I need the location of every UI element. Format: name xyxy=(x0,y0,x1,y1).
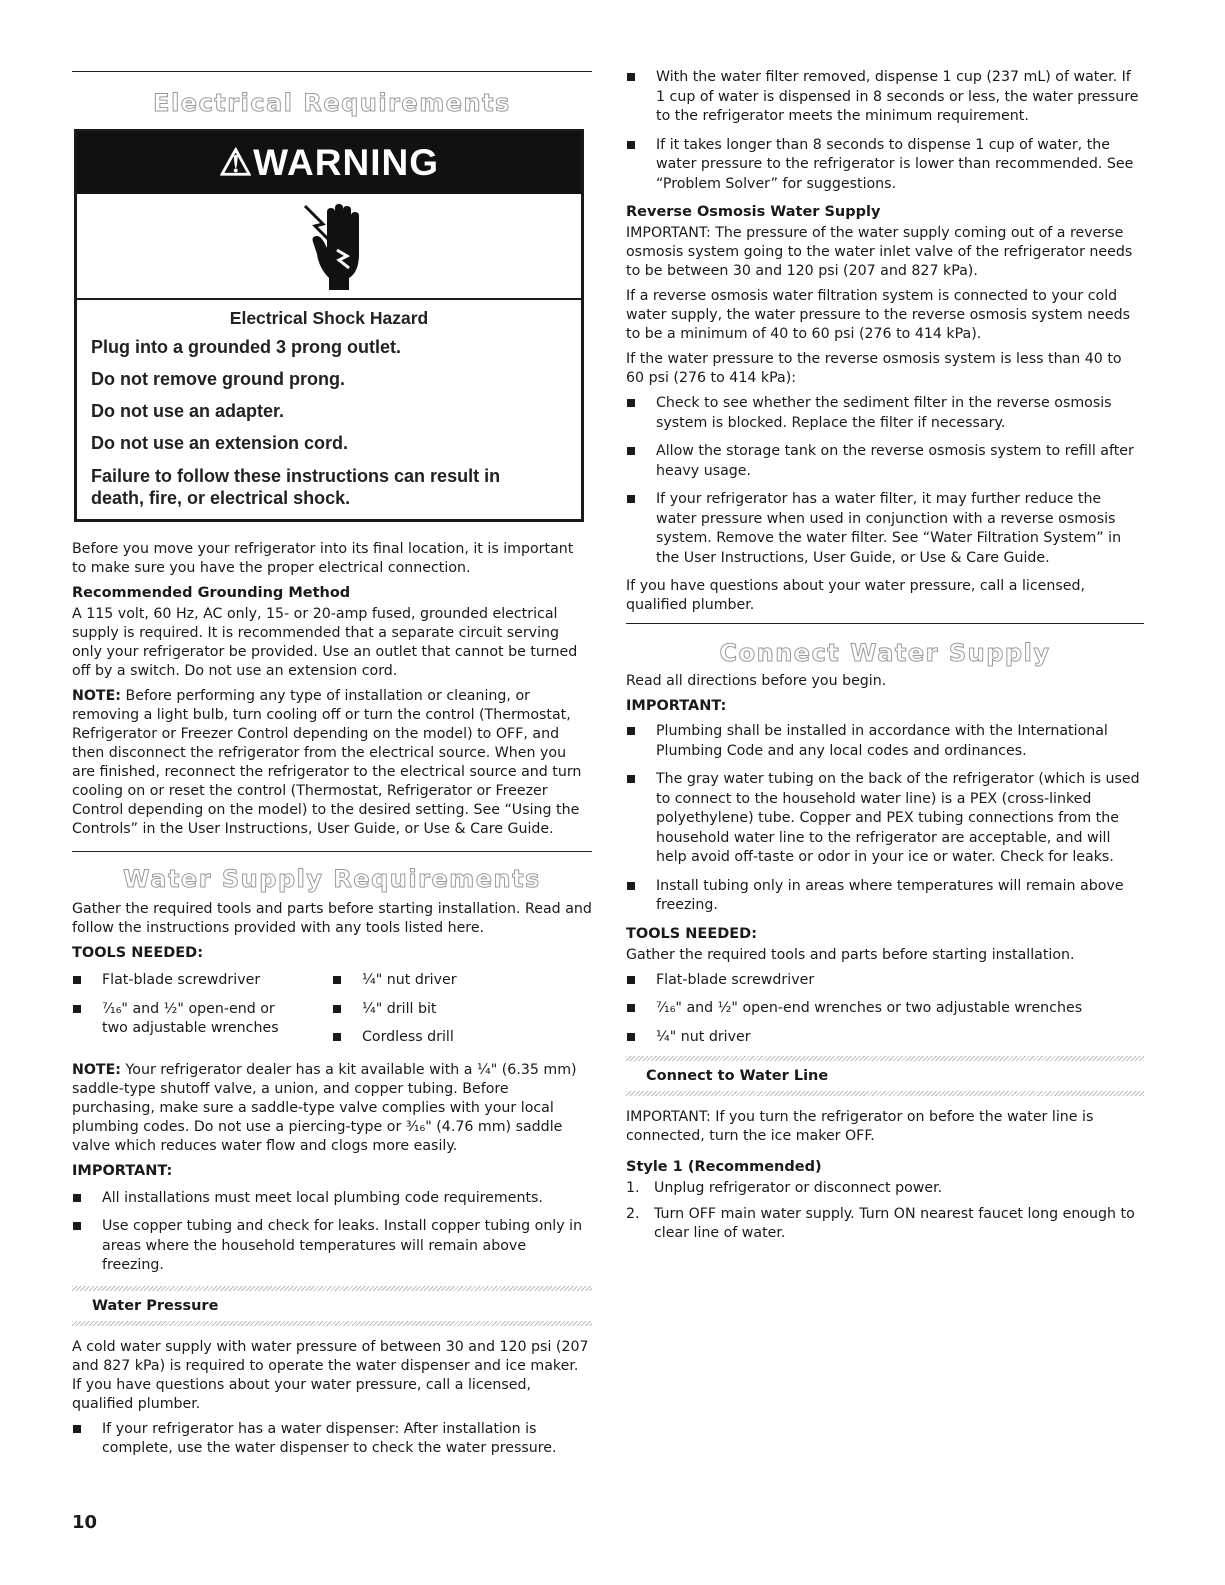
important-text: The pressure of the water supply coming out of a reverse osmosis system going to the water inlet valve of the refrigerator needs to be between 30 and 120 psi (207 and 827 kPa). xyxy=(626,225,1133,279)
list-item: Cordless drill xyxy=(332,1028,592,1048)
step-number: 2. xyxy=(626,1205,640,1222)
important-text: If you turn the refrigerator on before the water line is connected, turn the ice maker OFF. xyxy=(626,1109,1094,1144)
important-label: IMPORTANT: xyxy=(626,1109,711,1125)
step-text: Turn OFF main water supply. Turn ON nearest faucet long enough to clear line of water. xyxy=(654,1205,1135,1241)
hazard-title: Electrical Shock Hazard xyxy=(229,308,429,328)
warning-box xyxy=(74,129,584,522)
tools-needed-label: TOOLS NEEDED: xyxy=(72,945,203,961)
list-item: Install tubing only in areas where temperatures will remain above freezing. xyxy=(626,877,1144,916)
tools-column-2 xyxy=(332,971,592,1057)
warning-line: Failure to follow these instructions can result in death, fire, or electrical shock. xyxy=(91,466,501,508)
connect-tools-list xyxy=(626,971,1144,1048)
list-item: If your refrigerator has a water filter, it may further reduce the water pressure when used in conjunction with a reverse osmosis system. Remove the water filter. See “Water Filtration System” in the User Instructions, User Guide, or Use & Care Guide. xyxy=(626,490,1144,568)
important-label: IMPORTANT: xyxy=(72,1162,173,1179)
list-item: ¼" nut driver xyxy=(626,1028,1144,1048)
water-supply-intro: Gather the required tools and parts before starting installation. Read and follow the instructions provided with any tools listed here. xyxy=(72,901,592,936)
list-item: ¼" drill bit xyxy=(332,1000,592,1020)
list-item: The gray water tubing on the back of the refrigerator (which is used to connect to the household water line) is a PEX (cross-linked polyethylene) tube. Copper and PEX tubing connections from the household water line to the refrigerator are acceptable, and will help avoid off-taste or odor in your ice or water. Check for leaks. xyxy=(626,770,1144,868)
step-number: 1. xyxy=(626,1180,640,1196)
list-item: If it takes longer than 8 seconds to dispense 1 cup of water, the water pressure to the refrigerator is lower than recommended. See “Problem Solver” for suggestions. xyxy=(626,136,1144,195)
warning-line: Plug into a grounded 3 prong outlet. xyxy=(91,337,401,357)
steps-list xyxy=(626,1179,1144,1244)
warning-line: Do not remove ground prong. xyxy=(91,369,345,389)
list-item: With the water filter removed, dispense 1 cup (237 mL) of water. If 1 cup of water is dispensed in 8 seconds or less, the water pressure to the refrigerator meets the minimum requirement. xyxy=(626,68,1144,127)
section-rule xyxy=(72,71,592,72)
warning-triangle-icon: ⚠ xyxy=(219,142,254,183)
warning-header xyxy=(77,132,581,194)
list-item: Flat-blade screwdriver xyxy=(626,971,1144,991)
step-item xyxy=(626,1205,1144,1244)
warning-line: Do not use an extension cord. xyxy=(91,433,349,453)
ro-closing: If you have questions about your water pressure, call a licensed, qualified plumber. xyxy=(626,578,1086,613)
note-text: Before performing any type of installation or cleaning, or removing a light bulb, turn cooling off or turn the control (Thermostat, Refrigerator or Freezer Control depending on the model) to OFF, and then disconnect the refrigerator from the electrical source. When you are finished, reconnect the refrigerator to the electrical source and turn cooling on or reset the control (Thermostat, Refrigerator or Freezer Control depending on the model) to the desired setting. See “Using the Controls” in the User Instructions, User Guide, or Use & Care Guide. xyxy=(72,688,582,837)
style-1-heading: Style 1 (Recommended) xyxy=(626,1159,822,1175)
electrical-intro: Before you move your refrigerator into its final location, it is important to make sure you have the proper electrical connection. xyxy=(72,541,574,576)
list-item: ⁷⁄₁₆" and ½" open-end wrenches or two adjustable wrenches xyxy=(626,999,1144,1019)
tools-needed-label: TOOLS NEEDED: xyxy=(626,925,757,942)
ro-list xyxy=(626,394,1144,568)
step-item xyxy=(626,1179,1144,1199)
hatch-divider xyxy=(626,1091,1144,1096)
electrical-requirements-title: Electrical Requirements xyxy=(153,89,511,117)
shock-hazard-area xyxy=(77,194,581,300)
note-label: NOTE: xyxy=(72,1061,121,1078)
left-column-body xyxy=(72,540,592,1468)
ro-important xyxy=(626,224,1144,281)
connect-water-line-heading: Connect to Water Line xyxy=(646,1068,829,1084)
tools-column-1 xyxy=(72,971,332,1057)
electrical-shock-hand-icon xyxy=(297,202,367,292)
list-item: If your refrigerator has a water dispenser: After installation is complete, use the water dispenser to check the water pressure. xyxy=(72,1420,592,1459)
note-text: Your refrigerator dealer has a kit available with a ¼" (6.35 mm) saddle-type shutoff valve, a union, and copper tubing. Before purchasing, make sure a saddle-type valve complies with your local plumbing codes. Do not use a piercing-type or ³⁄₁₆" (4.76 mm) saddle valve which reduces water flow and clogs more easily. xyxy=(72,1061,577,1154)
hatch-divider xyxy=(72,1321,592,1326)
ro-paragraph: If a reverse osmosis water filtration system is connected to your cold water supply, the water pressure to the reverse osmosis system needs to be a minimum of 40 to 60 psi (276 to 414 kPa). xyxy=(626,288,1131,342)
warning-content xyxy=(77,308,581,509)
list-item: ¼" nut driver xyxy=(332,971,592,991)
line-important xyxy=(626,1108,1144,1146)
water-supply-note xyxy=(72,1061,592,1156)
important-label: IMPORTANT: xyxy=(626,225,711,241)
important-label: IMPORTANT: xyxy=(626,698,727,714)
section-rule xyxy=(72,851,592,852)
electrical-note xyxy=(72,687,592,839)
connect-water-supply-title: Connect Water Supply xyxy=(719,639,1051,667)
pressure-check-list xyxy=(626,68,1144,194)
tools-list xyxy=(72,971,592,1061)
warning-label: WARNING xyxy=(253,142,439,183)
list-item: ⁷⁄₁₆" and ½" open-end or two adjustable wrenches xyxy=(72,1000,332,1039)
important-list xyxy=(72,1189,592,1276)
grounding-text: A 115 volt, 60 Hz, AC only, 15- or 20-amp fused, grounded electrical supply is required. It is recommended that a separate circuit serving only your refrigerator be provided. Use an outlet that cannot be turned off by a switch. Do not use an extension cord. xyxy=(72,606,578,679)
list-item: Check to see whether the sediment filter in the reverse osmosis system is blocked. Replace the filter if necessary. xyxy=(626,394,1144,433)
section-rule xyxy=(626,623,1144,624)
water-pressure-text: A cold water supply with water pressure of between 30 and 120 psi (207 and 827 kPa) is required to operate the water dispenser and ice maker. If you have questions about your water pressure, call a licensed, qualified plumber. xyxy=(72,1338,589,1412)
reverse-osmosis-heading: Reverse Osmosis Water Supply xyxy=(626,204,881,220)
warning-line: Do not use an adapter. xyxy=(91,401,285,421)
connect-important-list xyxy=(626,722,1144,916)
note-label: NOTE: xyxy=(72,688,121,704)
connect-intro: Read all directions before you begin. xyxy=(626,673,887,689)
tools-intro: Gather the required tools and parts before starting installation. xyxy=(626,946,1075,963)
right-column xyxy=(626,68,1144,1250)
list-item: Use copper tubing and check for leaks. Install copper tubing only in areas where the household temperatures will remain above freezing. xyxy=(72,1217,592,1276)
ro-paragraph: If the water pressure to the reverse osmosis system is less than 40 to 60 psi (276 to 414 kPa): xyxy=(626,351,1122,386)
water-supply-requirements-title: Water Supply Requirements xyxy=(123,865,541,893)
page-number: 10 xyxy=(72,1512,98,1533)
step-text: Unplug refrigerator or disconnect power. xyxy=(654,1180,943,1196)
grounding-heading: Recommended Grounding Method xyxy=(72,585,351,601)
list-item: Allow the storage tank on the reverse osmosis system to refill after heavy usage. xyxy=(626,442,1144,481)
water-pressure-heading: Water Pressure xyxy=(92,1297,219,1314)
list-item: All installations must meet local plumbing code requirements. xyxy=(72,1189,592,1209)
left-column xyxy=(72,0,592,118)
list-item: Plumbing shall be installed in accordance with the International Plumbing Code and any local codes and ordinances. xyxy=(626,722,1144,761)
list-item: Flat-blade screwdriver xyxy=(72,971,332,991)
water-pressure-list xyxy=(72,1420,592,1459)
